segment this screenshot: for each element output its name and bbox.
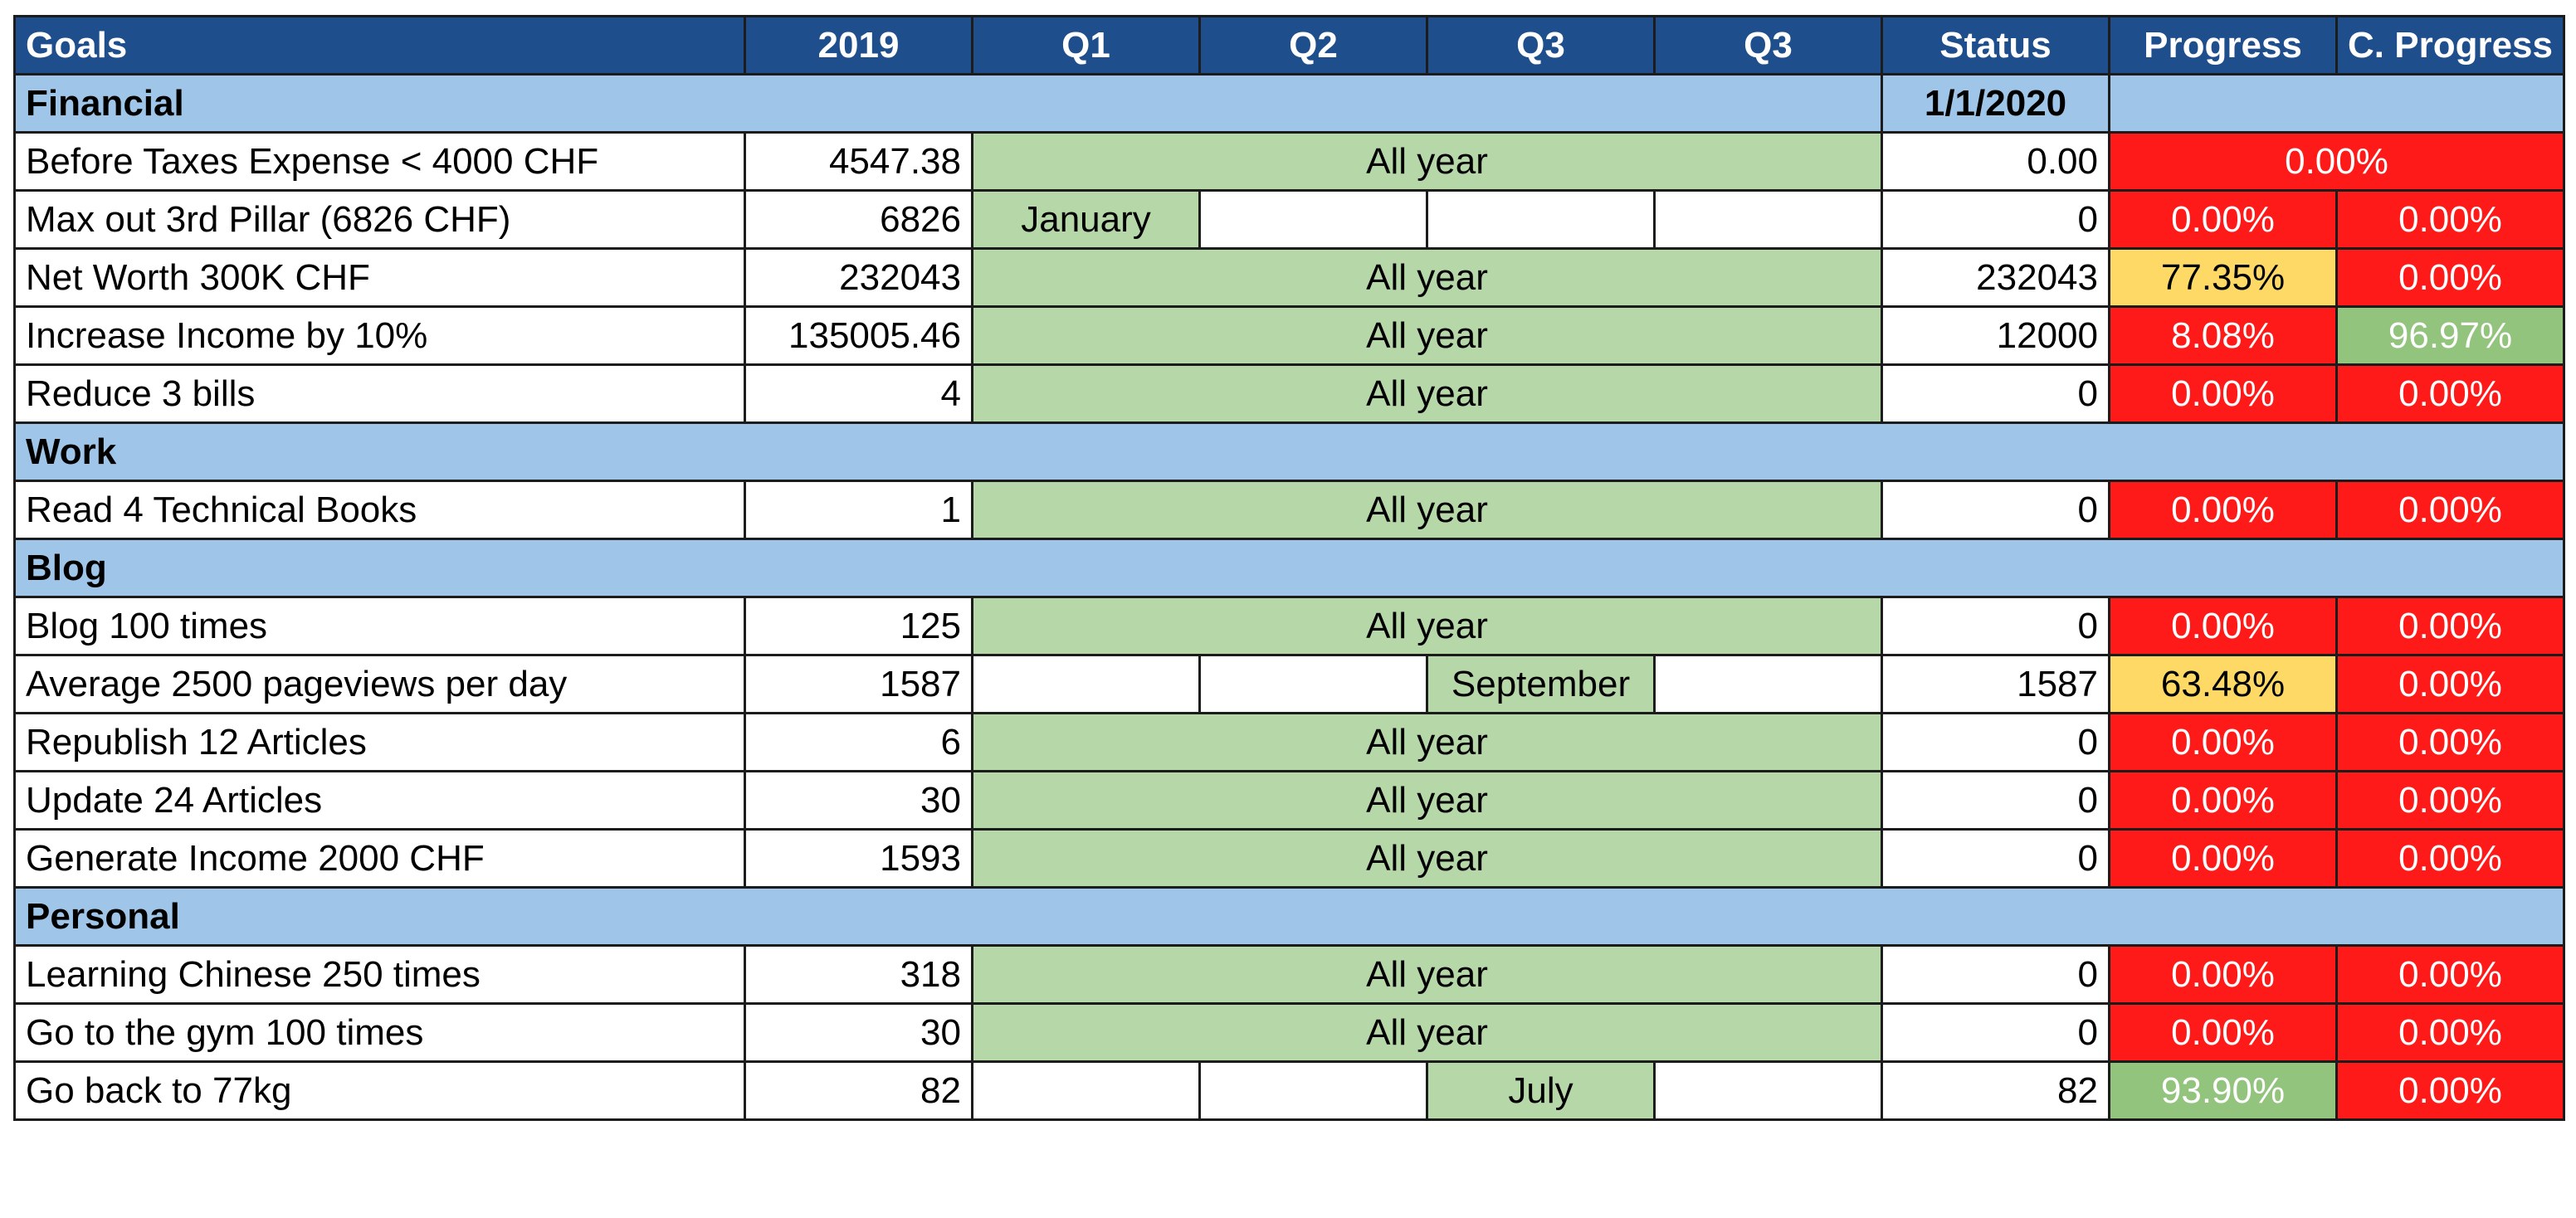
c-progress-cell[interactable]: 0.00% bbox=[2337, 481, 2564, 539]
goal-cell[interactable]: Update 24 Articles bbox=[15, 772, 745, 830]
progress-cell[interactable]: 0.00% bbox=[2110, 1004, 2337, 1062]
goal-cell[interactable]: Increase Income by 10% bbox=[15, 307, 745, 365]
year-cell[interactable]: 4547.38 bbox=[745, 133, 973, 191]
year-cell[interactable]: 4 bbox=[745, 365, 973, 423]
header-q1[interactable]: Q1 bbox=[973, 17, 1200, 75]
goal-cell[interactable]: Learning Chinese 250 times bbox=[15, 946, 745, 1004]
goal-cell[interactable]: Generate Income 2000 CHF bbox=[15, 830, 745, 888]
goal-cell[interactable]: Go to the gym 100 times bbox=[15, 1004, 745, 1062]
empty-cell[interactable] bbox=[973, 655, 1200, 714]
year-cell[interactable]: 1 bbox=[745, 481, 973, 539]
goal-cell[interactable]: Average 2500 pageviews per day bbox=[15, 655, 745, 714]
status-date-cell[interactable]: 1/1/2020 bbox=[1882, 75, 2110, 133]
c-progress-cell[interactable]: 0.00% bbox=[2337, 655, 2564, 714]
c-progress-cell[interactable]: 0.00% bbox=[2337, 1062, 2564, 1120]
table-row bbox=[15, 249, 2564, 307]
progress-cell[interactable]: 77.35% bbox=[2110, 249, 2337, 307]
section-blank-cell[interactable] bbox=[2110, 75, 2564, 133]
progress-cell[interactable]: 8.08% bbox=[2110, 307, 2337, 365]
progress-cell[interactable]: 0.00% bbox=[2110, 481, 2337, 539]
year-cell[interactable]: 1587 bbox=[745, 655, 973, 714]
header-q2[interactable]: Q2 bbox=[1200, 17, 1427, 75]
status-cell[interactable]: 232043 bbox=[1882, 249, 2110, 307]
section-label[interactable]: Work bbox=[15, 423, 2564, 481]
period-cell[interactable]: July bbox=[1427, 1062, 1655, 1120]
year-cell[interactable]: 125 bbox=[745, 597, 973, 655]
goal-cell[interactable]: Before Taxes Expense < 4000 CHF bbox=[15, 133, 745, 191]
year-cell[interactable]: 82 bbox=[745, 1062, 973, 1120]
c-progress-cell[interactable]: 0.00% bbox=[2337, 830, 2564, 888]
table-row bbox=[15, 365, 2564, 423]
period-cell[interactable]: All year bbox=[973, 133, 1882, 191]
header-row bbox=[15, 17, 2564, 75]
empty-cell[interactable] bbox=[1200, 655, 1427, 714]
progress-cell[interactable]: 0.00% bbox=[2110, 772, 2337, 830]
progress-cell[interactable]: 0.00% bbox=[2110, 365, 2337, 423]
period-cell[interactable]: All year bbox=[973, 1004, 1882, 1062]
header-q3-second[interactable]: Q3 bbox=[1655, 17, 1882, 75]
status-cell[interactable]: 0 bbox=[1882, 772, 2110, 830]
section-label[interactable]: Financial bbox=[15, 75, 1882, 133]
progress-cell[interactable]: 0.00% bbox=[2110, 714, 2337, 772]
status-cell[interactable]: 0 bbox=[1882, 481, 2110, 539]
header-goals[interactable]: Goals bbox=[15, 17, 745, 75]
status-cell[interactable]: 0 bbox=[1882, 365, 2110, 423]
year-cell[interactable]: 30 bbox=[745, 1004, 973, 1062]
table-row bbox=[15, 1062, 2564, 1120]
table-row bbox=[15, 1004, 2564, 1062]
section-row-blog bbox=[15, 539, 2564, 597]
goal-cell[interactable]: Go back to 77kg bbox=[15, 1062, 745, 1120]
period-cell[interactable]: All year bbox=[973, 365, 1882, 423]
table-row bbox=[15, 133, 2564, 191]
progress-cell[interactable]: 0.00% bbox=[2110, 946, 2337, 1004]
header-status[interactable]: Status bbox=[1882, 17, 2110, 75]
year-cell[interactable]: 318 bbox=[745, 946, 973, 1004]
progress-cell[interactable]: 0.00% bbox=[2110, 191, 2337, 249]
table-row bbox=[15, 830, 2564, 888]
period-cell[interactable]: All year bbox=[973, 946, 1882, 1004]
progress-cell[interactable]: 0.00% bbox=[2110, 597, 2337, 655]
period-cell[interactable]: All year bbox=[973, 772, 1882, 830]
status-cell[interactable]: 1587 bbox=[1882, 655, 2110, 714]
year-cell[interactable]: 135005.46 bbox=[745, 307, 973, 365]
status-cell[interactable]: 12000 bbox=[1882, 307, 2110, 365]
table-row bbox=[15, 307, 2564, 365]
header-q3[interactable]: Q3 bbox=[1427, 17, 1655, 75]
progress-cell[interactable]: 0.00% bbox=[2110, 133, 2564, 191]
year-cell[interactable]: 6 bbox=[745, 714, 973, 772]
status-cell[interactable]: 82 bbox=[1882, 1062, 2110, 1120]
table-row bbox=[15, 655, 2564, 714]
period-cell[interactable]: January bbox=[973, 191, 1200, 249]
status-cell[interactable]: 0.00 bbox=[1882, 133, 2110, 191]
status-cell[interactable]: 0 bbox=[1882, 191, 2110, 249]
year-cell[interactable]: 1593 bbox=[745, 830, 973, 888]
table-row bbox=[15, 481, 2564, 539]
status-cell[interactable]: 0 bbox=[1882, 714, 2110, 772]
section-label[interactable]: Blog bbox=[15, 539, 2564, 597]
section-label[interactable]: Personal bbox=[15, 888, 2564, 946]
section-row-work bbox=[15, 423, 2564, 481]
table-row bbox=[15, 772, 2564, 830]
empty-cell[interactable] bbox=[1200, 1062, 1427, 1120]
period-cell[interactable]: All year bbox=[973, 830, 1882, 888]
period-cell[interactable]: All year bbox=[973, 481, 1882, 539]
c-progress-cell[interactable]: 0.00% bbox=[2337, 249, 2564, 307]
year-cell[interactable]: 6826 bbox=[745, 191, 973, 249]
section-row-personal bbox=[15, 888, 2564, 946]
goal-cell[interactable]: Read 4 Technical Books bbox=[15, 481, 745, 539]
goal-cell[interactable]: Max out 3rd Pillar (6826 CHF) bbox=[15, 191, 745, 249]
table-row bbox=[15, 714, 2564, 772]
c-progress-cell[interactable]: 0.00% bbox=[2337, 191, 2564, 249]
empty-cell[interactable] bbox=[1655, 655, 1882, 714]
empty-cell[interactable] bbox=[1655, 191, 1882, 249]
empty-cell[interactable] bbox=[1427, 191, 1655, 249]
c-progress-cell[interactable]: 0.00% bbox=[2337, 714, 2564, 772]
goals-table bbox=[13, 15, 2565, 1121]
table-row bbox=[15, 191, 2564, 249]
c-progress-cell[interactable]: 0.00% bbox=[2337, 1004, 2564, 1062]
goal-cell[interactable]: Republish 12 Articles bbox=[15, 714, 745, 772]
c-progress-cell[interactable]: 0.00% bbox=[2337, 365, 2564, 423]
period-cell[interactable]: All year bbox=[973, 714, 1882, 772]
period-cell[interactable]: All year bbox=[973, 597, 1882, 655]
section-row-financial bbox=[15, 75, 2564, 133]
empty-cell[interactable] bbox=[973, 1062, 1200, 1120]
table-row bbox=[15, 597, 2564, 655]
status-cell[interactable]: 0 bbox=[1882, 830, 2110, 888]
header-progress[interactable]: Progress bbox=[2110, 17, 2337, 75]
status-cell[interactable]: 0 bbox=[1882, 597, 2110, 655]
year-cell[interactable]: 232043 bbox=[745, 249, 973, 307]
c-progress-cell[interactable]: 0.00% bbox=[2337, 772, 2564, 830]
status-cell[interactable]: 0 bbox=[1882, 946, 2110, 1004]
c-progress-cell[interactable]: 0.00% bbox=[2337, 597, 2564, 655]
progress-cell[interactable]: 93.90% bbox=[2110, 1062, 2337, 1120]
header-2019[interactable]: 2019 bbox=[745, 17, 973, 75]
header-c-progress[interactable]: C. Progress bbox=[2337, 17, 2564, 75]
year-cell[interactable]: 30 bbox=[745, 772, 973, 830]
empty-cell[interactable] bbox=[1200, 191, 1427, 249]
goal-cell[interactable]: Blog 100 times bbox=[15, 597, 745, 655]
period-cell[interactable]: September bbox=[1427, 655, 1655, 714]
table-row bbox=[15, 946, 2564, 1004]
progress-cell[interactable]: 0.00% bbox=[2110, 830, 2337, 888]
period-cell[interactable]: All year bbox=[973, 307, 1882, 365]
period-cell[interactable]: All year bbox=[973, 249, 1882, 307]
status-cell[interactable]: 0 bbox=[1882, 1004, 2110, 1062]
goal-cell[interactable]: Reduce 3 bills bbox=[15, 365, 745, 423]
empty-cell[interactable] bbox=[1655, 1062, 1882, 1120]
progress-cell[interactable]: 63.48% bbox=[2110, 655, 2337, 714]
c-progress-cell[interactable]: 96.97% bbox=[2337, 307, 2564, 365]
c-progress-cell[interactable]: 0.00% bbox=[2337, 946, 2564, 1004]
goal-cell[interactable]: Net Worth 300K CHF bbox=[15, 249, 745, 307]
